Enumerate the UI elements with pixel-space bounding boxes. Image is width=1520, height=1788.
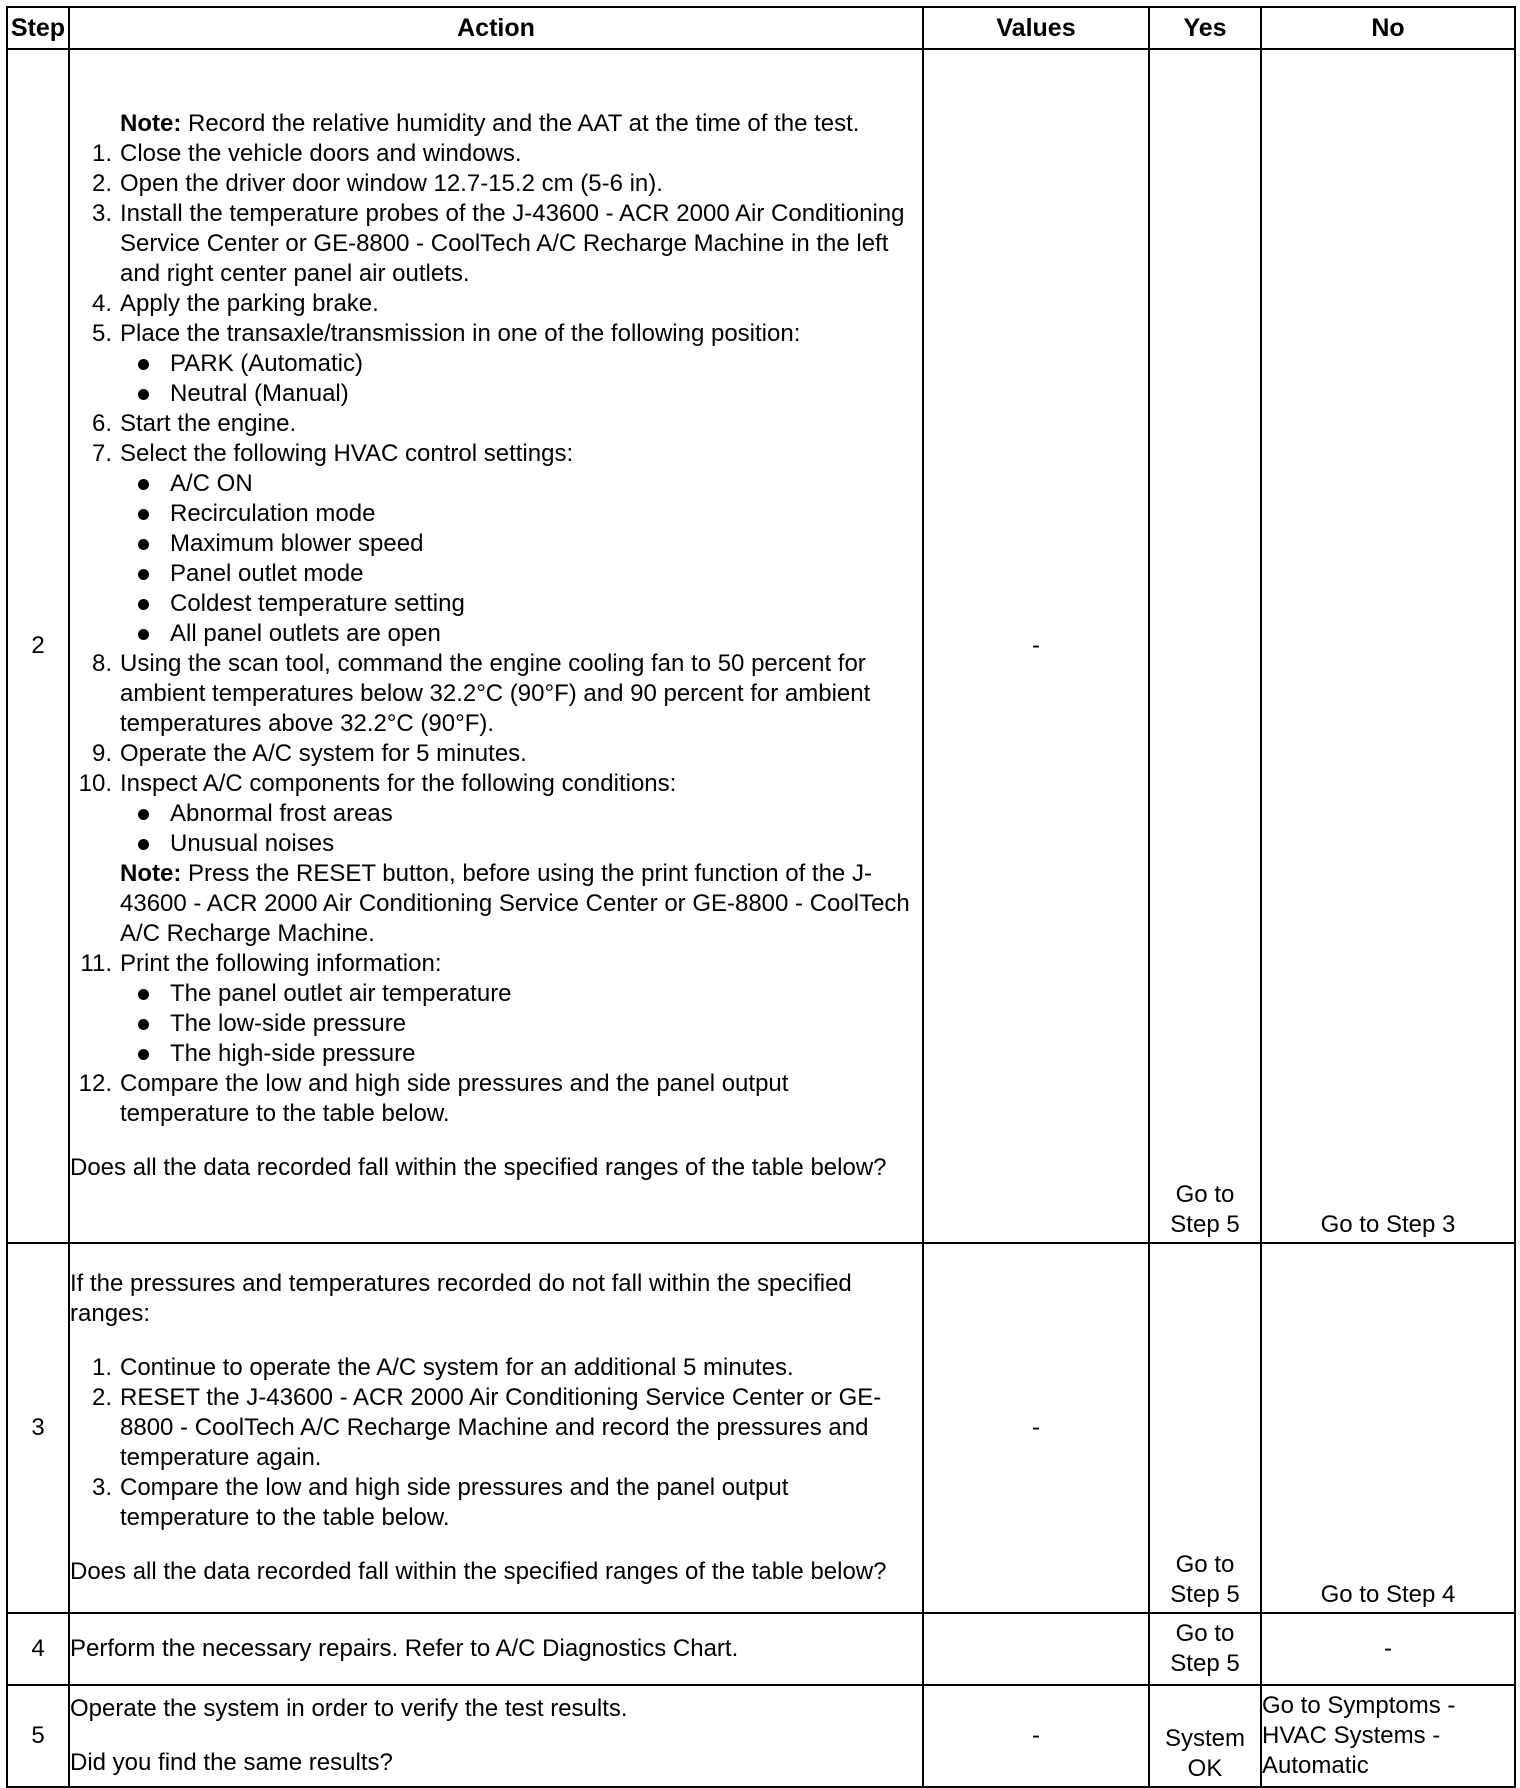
item-text: Inspect A/C components for the following conditions: <box>120 770 677 797</box>
item-number: 4. <box>91 290 112 317</box>
item-text: Using the scan tool, command the engine cooling fan to 50 percent for ambient temperatures below 32.2°C (90°F) and 90 percent for ambient temperatures above 32.2°C (90°F). <box>120 650 871 737</box>
list-item <box>70 1353 922 1383</box>
action-text: Perform the necessary repairs. Refer to A/C Diagnostics Chart. <box>70 1635 739 1662</box>
lead-text: If the pressures and temperatures recorded do not fall within the specified ranges: <box>70 1270 852 1327</box>
yes-link[interactable]: System OK <box>1164 1725 1245 1782</box>
diagnostic-table <box>6 6 1516 1788</box>
item-text: Start the engine. <box>120 410 297 437</box>
list-item <box>70 139 922 169</box>
item-number: 7. <box>91 440 112 467</box>
bullet-item: All panel outlets are open <box>120 619 922 649</box>
action-text: Operate the system in order to verify the test results. <box>70 1695 628 1722</box>
header-row <box>7 7 1515 49</box>
note-text: Press the RESET button, before using the print function of the J-43600 - ACR 2000 Air Conditioning Service Center or GE-8800 - CoolTech A/C Recharge Machine. <box>120 860 910 947</box>
bullet-item: PARK (Automatic) <box>120 349 922 379</box>
list-item <box>70 1069 922 1129</box>
question-text: Does all the data recorded fall within the specified ranges of the table below? <box>70 1154 887 1181</box>
action-cell <box>69 49 923 1243</box>
table-row-step-2 <box>7 49 1515 1243</box>
bullet-list <box>120 349 922 409</box>
table-row-step-4 <box>7 1613 1515 1685</box>
header-action: Action <box>69 7 923 49</box>
yes-cell <box>1149 1243 1261 1613</box>
action-cell <box>69 1613 923 1685</box>
bullet-item: The high-side pressure <box>120 1039 922 1069</box>
step-number: 3 <box>7 1243 69 1613</box>
yes-link[interactable]: Go to Step 5 <box>1170 1551 1240 1608</box>
item-text: Apply the parking brake. <box>120 290 379 317</box>
values-cell: - <box>923 49 1149 1243</box>
bullet-list <box>120 979 922 1069</box>
item-text: Continue to operate the A/C system for an additional 5 minutes. <box>120 1354 794 1381</box>
bullet-item: The panel outlet air temperature <box>120 979 922 1009</box>
item-number: 1. <box>91 1354 112 1381</box>
yes-link[interactable]: Go to Step 5 <box>1149 1613 1261 1685</box>
question-text: Did you find the same results? <box>70 1749 393 1776</box>
item-number: 2. <box>91 1384 112 1411</box>
bullet-list <box>120 799 922 859</box>
item-text: Close the vehicle doors and windows. <box>120 140 522 167</box>
note-text: Record the relative humidity and the AAT at the time of the test. <box>181 110 860 137</box>
item-text: Place the transaxle/transmission in one of the following position: <box>120 320 801 347</box>
no-link[interactable]: Go to Step 3 <box>1320 1211 1456 1238</box>
procedure-list <box>70 139 922 1129</box>
bullet-item: A/C ON <box>120 469 922 499</box>
item-text: RESET the J-43600 - ACR 2000 Air Conditioning Service Center or GE-8800 - CoolTech A/C Recharge Machine and record the pressures and temperature again. <box>120 1384 882 1471</box>
item-number: 10. <box>78 770 112 797</box>
yes-link[interactable]: Go to Step 5 <box>1170 1181 1240 1238</box>
yes-cell <box>1149 49 1261 1243</box>
bullet-list <box>120 469 922 649</box>
item-number: 12. <box>78 1070 112 1097</box>
item-number: 8. <box>91 650 112 677</box>
note <box>70 109 922 139</box>
item-text: Print the following information: <box>120 950 442 977</box>
table-row-step-3 <box>7 1243 1515 1613</box>
list-item <box>70 739 922 769</box>
item-number: 5. <box>91 320 112 347</box>
no-cell <box>1261 49 1515 1243</box>
item-number: 3. <box>91 200 112 227</box>
no-link[interactable]: Go to Symptoms - HVAC Systems - Automatic <box>1261 1685 1515 1787</box>
yes-cell <box>1149 1685 1261 1787</box>
item-number: 9. <box>91 740 112 767</box>
item-number: 11. <box>80 950 112 977</box>
bullet-item: Unusual noises <box>120 829 922 859</box>
note-label: Note: <box>120 860 182 887</box>
item-number: 6. <box>91 410 112 437</box>
item-number: 2. <box>91 170 112 197</box>
values-cell: - <box>923 1685 1149 1787</box>
header-no: No <box>1261 7 1515 49</box>
step-number: 4 <box>7 1613 69 1685</box>
item-text: Compare the low and high side pressures and the panel output temperature to the table below. <box>120 1070 789 1127</box>
list-item <box>70 169 922 199</box>
question-text: Does all the data recorded fall within the specified ranges of the table below? <box>70 1558 887 1585</box>
bullet-item: Coldest temperature setting <box>120 589 922 619</box>
no-link: - <box>1261 1613 1515 1685</box>
list-item <box>70 649 922 739</box>
item-text: Install the temperature probes of the J-43600 - ACR 2000 Air Conditioning Service Center or GE-8800 - CoolTech A/C Recharge Machine in the left and right center panel air outlets. <box>120 200 905 287</box>
bullet-item: The low-side pressure <box>120 1009 922 1039</box>
action-cell <box>69 1243 923 1613</box>
bullet-item: Panel outlet mode <box>120 559 922 589</box>
bullet-item: Neutral (Manual) <box>120 379 922 409</box>
step-number: 2 <box>7 49 69 1243</box>
procedure-list <box>70 1353 922 1533</box>
step-number: 5 <box>7 1685 69 1787</box>
item-text: Select the following HVAC control settings: <box>120 440 574 467</box>
values-cell <box>923 1613 1149 1685</box>
bullet-item: Recirculation mode <box>120 499 922 529</box>
values-cell: - <box>923 1243 1149 1613</box>
list-item <box>70 289 922 319</box>
header-values: Values <box>923 7 1149 49</box>
list-item <box>70 769 922 949</box>
list-item <box>70 439 922 649</box>
table-row-step-5 <box>7 1685 1515 1787</box>
list-item <box>70 409 922 439</box>
note <box>120 859 922 949</box>
header-step: Step <box>7 7 69 49</box>
no-cell <box>1261 1243 1515 1613</box>
item-text: Open the driver door window 12.7-15.2 cm (5-6 in). <box>120 170 663 197</box>
list-item <box>70 199 922 289</box>
header-yes: Yes <box>1149 7 1261 49</box>
list-item <box>70 1383 922 1473</box>
item-number: 1. <box>91 140 112 167</box>
item-text: Operate the A/C system for 5 minutes. <box>120 740 527 767</box>
list-item <box>70 1473 922 1533</box>
item-number: 3. <box>91 1474 112 1501</box>
item-text: Compare the low and high side pressures and the panel output temperature to the table below. <box>120 1474 789 1531</box>
action-cell <box>69 1685 923 1787</box>
no-link[interactable]: Go to Step 4 <box>1320 1581 1456 1608</box>
list-item <box>70 949 922 1069</box>
bullet-item: Maximum blower speed <box>120 529 922 559</box>
bullet-item: Abnormal frost areas <box>120 799 922 829</box>
note-label: Note: <box>120 110 182 137</box>
list-item <box>70 319 922 409</box>
